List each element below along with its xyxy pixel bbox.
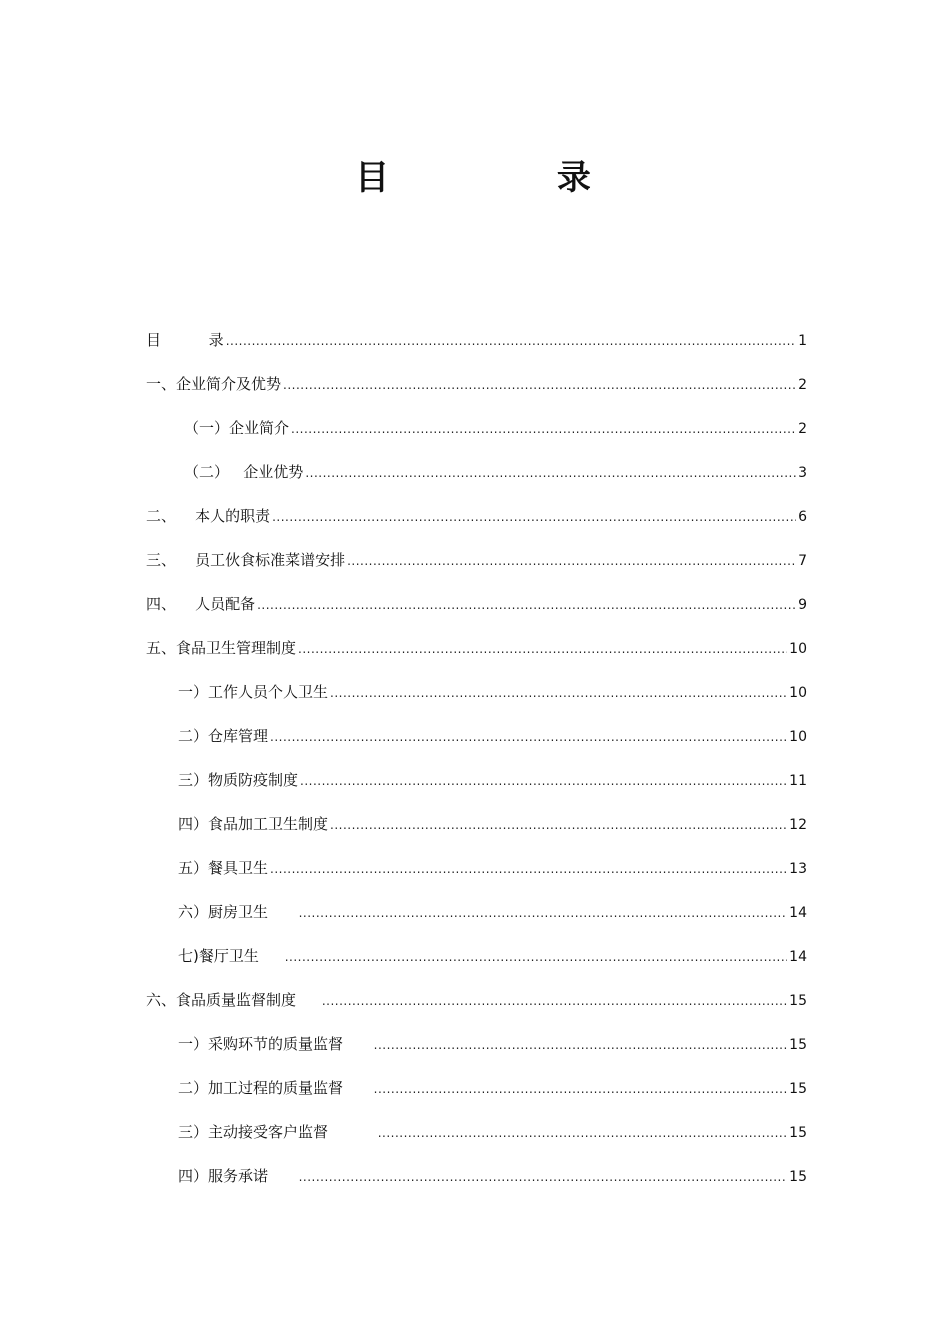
toc-leader-dots (226, 327, 796, 355)
toc-entry[interactable] (146, 502, 807, 546)
toc-entry-page-number: 15 (789, 1037, 807, 1053)
toc-entry[interactable] (146, 590, 807, 634)
toc-leader-dots (285, 943, 787, 971)
toc-leader-dots (270, 723, 787, 751)
toc-leader-dots (347, 547, 796, 575)
toc-leader-dots (257, 591, 796, 619)
toc-leader-dots (298, 635, 787, 663)
toc-entry-title: 五）餐具卫生 (178, 859, 269, 877)
toc-leader-dots (299, 1163, 788, 1191)
toc-leader-dots (300, 767, 787, 795)
toc-entry[interactable] (146, 766, 807, 810)
toc-entry-title: 二）加工过程的质量监督 (178, 1079, 372, 1097)
toc-entry-title: 四）食品加工卫生制度 (178, 815, 329, 833)
toc-entry[interactable] (146, 414, 807, 458)
toc-entry[interactable] (146, 1030, 807, 1074)
toc-leader-dots (330, 811, 787, 839)
toc-leader-dots (374, 1031, 788, 1059)
toc-entry-page-number: 15 (789, 993, 807, 1009)
toc-entry[interactable] (146, 986, 807, 1030)
toc-entry-page-number: 15 (789, 1169, 807, 1185)
toc-leader-dots (305, 459, 796, 487)
toc-entry-title: 目 录 (146, 331, 224, 349)
toc-entry[interactable] (146, 370, 807, 414)
toc-entry-page-number: 13 (789, 861, 807, 877)
page-title: 目 录 (355, 158, 669, 198)
toc-entry-page-number: 10 (789, 685, 807, 701)
toc-leader-dots (299, 899, 788, 927)
table-of-contents (146, 326, 807, 1206)
toc-entry-title: 六、食品质量监督制度 (146, 991, 320, 1009)
toc-entry-title: （一）企业简介 (184, 419, 290, 437)
toc-entry[interactable] (146, 810, 807, 854)
toc-entry-page-number: 15 (789, 1125, 807, 1141)
toc-entry-title: 一、企业简介及优势 (146, 375, 282, 393)
toc-entry-page-number: 6 (798, 509, 807, 525)
toc-leader-dots (270, 855, 787, 883)
toc-entry-page-number: 9 (798, 597, 807, 613)
toc-entry-page-number: 2 (798, 421, 807, 437)
toc-entry[interactable] (146, 678, 807, 722)
toc-entry-title: 四、 人员配备 (146, 595, 256, 613)
toc-entry-page-number: 10 (789, 641, 807, 657)
toc-entry-title: 三）物质防疫制度 (178, 771, 299, 789)
toc-entry-title: 二、 本人的职责 (146, 507, 271, 525)
toc-entry-title: 六）厨房卫生 (178, 903, 297, 921)
toc-entry[interactable] (146, 898, 807, 942)
toc-entry[interactable] (146, 458, 807, 502)
toc-entry-title: （二） 企业优势 (184, 463, 304, 481)
toc-entry[interactable] (146, 326, 807, 370)
toc-entry[interactable] (146, 1074, 807, 1118)
toc-entry-title: 三、 员工伙食标准菜谱安排 (146, 551, 346, 569)
toc-entry-page-number: 1 (798, 333, 807, 349)
toc-leader-dots (272, 503, 796, 531)
toc-entry-page-number: 14 (789, 949, 807, 965)
toc-leader-dots (322, 987, 787, 1015)
toc-entry-page-number: 14 (789, 905, 807, 921)
toc-entry-title: 一）采购环节的质量监督 (178, 1035, 372, 1053)
toc-leader-dots (283, 371, 796, 399)
toc-entry-page-number: 10 (789, 729, 807, 745)
toc-entry[interactable] (146, 854, 807, 898)
toc-entry-page-number: 7 (798, 553, 807, 569)
toc-entry-page-number: 11 (789, 773, 807, 789)
toc-entry[interactable] (146, 942, 807, 986)
toc-entry-page-number: 2 (798, 377, 807, 393)
toc-entry[interactable] (146, 546, 807, 590)
toc-entry-title: 一）工作人员个人卫生 (178, 683, 329, 701)
toc-leader-dots (378, 1119, 787, 1147)
toc-entry-page-number: 3 (798, 465, 807, 481)
toc-entry-title: 二）仓库管理 (178, 727, 269, 745)
toc-entry[interactable] (146, 1118, 807, 1162)
toc-entry-title: 五、食品卫生管理制度 (146, 639, 297, 657)
toc-entry-page-number: 12 (789, 817, 807, 833)
toc-entry-page-number: 15 (789, 1081, 807, 1097)
toc-entry-title: 三）主动接受客户监督 (178, 1123, 376, 1141)
toc-entry[interactable] (146, 634, 807, 678)
toc-entry-title: 七)餐厅卫生 (178, 947, 283, 965)
toc-entry-title: 四）服务承诺 (178, 1167, 297, 1185)
toc-entry[interactable] (146, 1162, 807, 1206)
toc-leader-dots (291, 415, 796, 443)
toc-leader-dots (330, 679, 787, 707)
toc-leader-dots (374, 1075, 788, 1103)
toc-entry[interactable] (146, 722, 807, 766)
